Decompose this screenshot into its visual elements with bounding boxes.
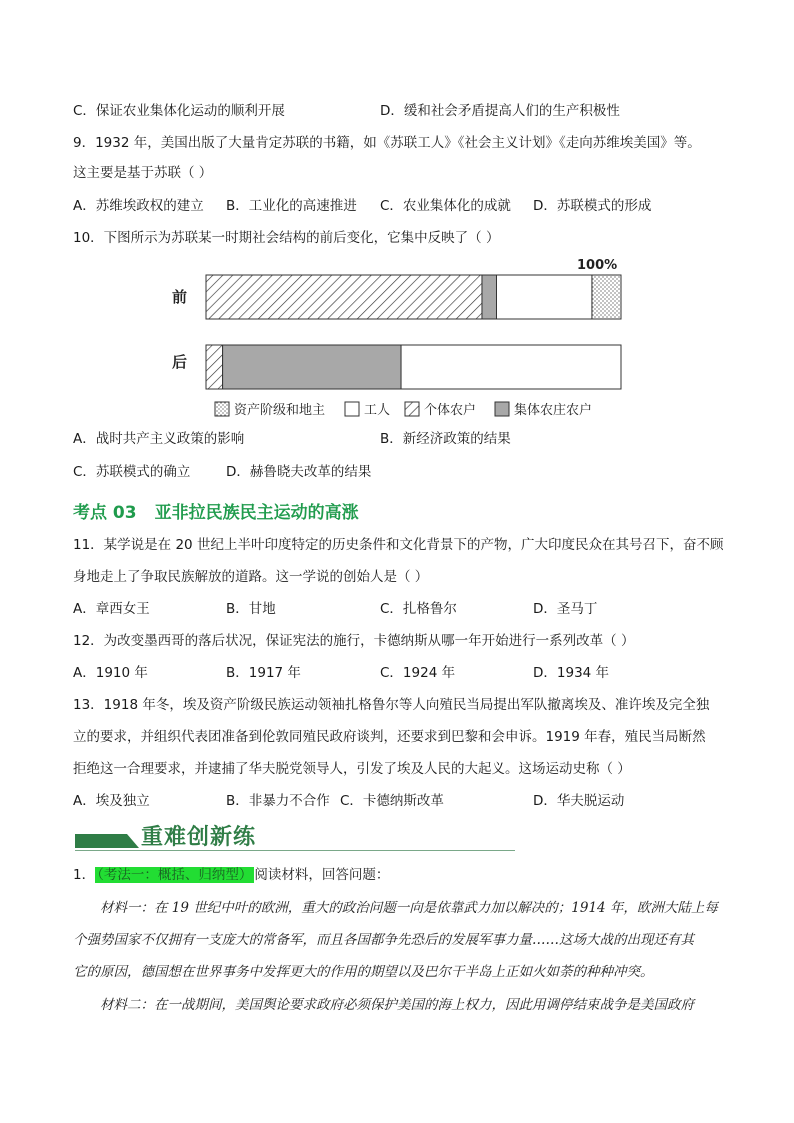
q11-option-c: C．扎格鲁尔 bbox=[380, 601, 457, 617]
bar-before-bourgeoisie bbox=[592, 275, 621, 319]
q13-option-c: C．卡德纳斯改革 bbox=[340, 793, 444, 809]
q9-option-c: C．农业集体化的成就 bbox=[380, 198, 511, 214]
section-code: 考点 03 bbox=[73, 503, 137, 523]
q10-stem: 10．下图所示为苏联某一时期社会结构的前后变化，它集中反映了（ ） bbox=[73, 230, 500, 246]
q13-stem-line2: 立的要求，并组织代表团准备到伦敦同殖民政府谈判，还要求到巴黎和会申诉。1919 年春，殖民当局断然 bbox=[73, 729, 706, 745]
material1-line2: 个强势国家不仅拥有一支庞大的常备军，而且各国都争先恐后的发展军事力量……这场大战的出现还有其 bbox=[73, 932, 694, 948]
q9-stem-line2: 这主要是基于苏联（ ） bbox=[73, 165, 213, 181]
q13-stem-line1: 13．1918 年冬，埃及资产阶级民族运动领袖扎格鲁尔等人向殖民当局提出军队撤离埃及、准许埃及完全独 bbox=[73, 697, 710, 713]
q13-option-b: B．非暴力不合作 bbox=[226, 793, 330, 809]
q9-option-a: A．苏维埃政权的建立 bbox=[73, 198, 204, 214]
q9-stem-line1: 9．1932 年，美国出版了大量肯定苏联的书籍，如《苏联工人》《社会主义计划》《走向苏维埃美国》等。 bbox=[73, 135, 701, 151]
q8-option-d: D．缓和社会矛盾提高人们的生产积极性 bbox=[380, 103, 620, 119]
bar-after-workers bbox=[401, 345, 621, 389]
legend-swatch-gray bbox=[495, 402, 509, 416]
q8-option-c: C．保证农业集体化运动的顺利开展 bbox=[73, 103, 285, 119]
q13-option-a: A．埃及独立 bbox=[73, 793, 150, 809]
q10-option-c: C．苏联模式的确立 bbox=[73, 464, 191, 480]
q11-stem-line2: 身地走上了争取民族解放的道路。这一学说的创始人是（ ） bbox=[73, 569, 429, 585]
p1-instruction: 阅读材料，回答问题： bbox=[254, 867, 390, 883]
q9-option-d: D．苏联模式的形成 bbox=[533, 198, 652, 214]
material2-line1: 材料二：在一战期间，美国舆论要求政府必须保护美国的海上权力，因此用调停结束战争是美国政府 bbox=[100, 997, 694, 1013]
banner-rule bbox=[75, 850, 515, 851]
q10-option-b: B．新经济政策的结果 bbox=[380, 431, 511, 447]
banner-marker bbox=[75, 834, 127, 848]
material1-line1: 材料一：在 19 世纪中叶的欧洲，重大的政治问题一向是依靠武力加以解决的；1914 年，欧洲大陆上每 bbox=[100, 900, 718, 916]
legend-swatch-hatch bbox=[405, 402, 419, 416]
bar-before-individual bbox=[206, 275, 482, 319]
bar-after-collective bbox=[223, 345, 401, 389]
banner-title: 重难创新练 bbox=[141, 824, 257, 850]
category-label-before: 前 bbox=[172, 288, 188, 306]
q11-option-b: B．甘地 bbox=[226, 601, 276, 617]
practice-banner bbox=[75, 818, 515, 852]
q12-option-b: B．1917 年 bbox=[226, 665, 301, 681]
q13-option-d: D．华夫脱运动 bbox=[533, 793, 625, 809]
legend-swatch-white bbox=[345, 402, 359, 416]
q12-option-d: D．1934 年 bbox=[533, 665, 610, 681]
material1-line3: 它的原因，德国想在世界事务中发挥更大的作用的期望以及巴尔干半岛上正如火如荼的种种冲突。 bbox=[73, 964, 654, 980]
bar-before-collective bbox=[482, 275, 497, 319]
q9-option-b: B．工业化的高速推进 bbox=[226, 198, 357, 214]
category-label-after: 后 bbox=[172, 353, 188, 371]
legend-swatch-dots bbox=[215, 402, 229, 416]
section-title-text: 亚非拉民族民主运动的高涨 bbox=[154, 503, 359, 523]
top-percent-label: 100% bbox=[577, 258, 618, 273]
legend-label-collective-farmers: 集体农庄农户 bbox=[514, 403, 593, 418]
legend-label-workers: 工人 bbox=[364, 403, 391, 418]
social-structure-chart bbox=[0, 250, 794, 430]
p1-number: 1． bbox=[73, 867, 96, 883]
q12-stem: 12．为改变墨西哥的落后状况，保证宪法的施行，卡德纳斯从哪一年开始进行一系列改革（ ） bbox=[73, 633, 635, 649]
legend-label-bourgeoisie: 资产阶级和地主 bbox=[234, 403, 326, 418]
q13-stem-line3: 拒绝这一合理要求，并逮捕了华夫脱党领导人，引发了埃及人民的大起义。这场运动史称（ ） bbox=[73, 761, 631, 777]
legend bbox=[215, 402, 592, 418]
q10-option-a: A．战时共产主义政策的影响 bbox=[73, 431, 245, 447]
q11-stem-line1: 11．某学说是在 20 世纪上半叶印度特定的历史条件和文化背景下的产物，广大印度民众在其号召下，奋不顾 bbox=[73, 537, 724, 553]
bar-after-individual bbox=[206, 345, 223, 389]
section-heading bbox=[73, 498, 359, 523]
p1-method-tag: （考法一：概括、归纳型） bbox=[97, 867, 253, 883]
bar-before-workers bbox=[497, 275, 592, 319]
q12-option-a: A．1910 年 bbox=[73, 665, 148, 681]
q10-option-d: D．赫鲁晓夫改革的结果 bbox=[226, 464, 372, 480]
q11-option-a: A．章西女王 bbox=[73, 601, 150, 617]
q12-option-c: C．1924 年 bbox=[380, 665, 456, 681]
legend-label-individual-farmers: 个体农户 bbox=[424, 403, 477, 418]
p1-stem bbox=[73, 865, 389, 885]
q11-option-d: D．圣马丁 bbox=[533, 601, 598, 617]
